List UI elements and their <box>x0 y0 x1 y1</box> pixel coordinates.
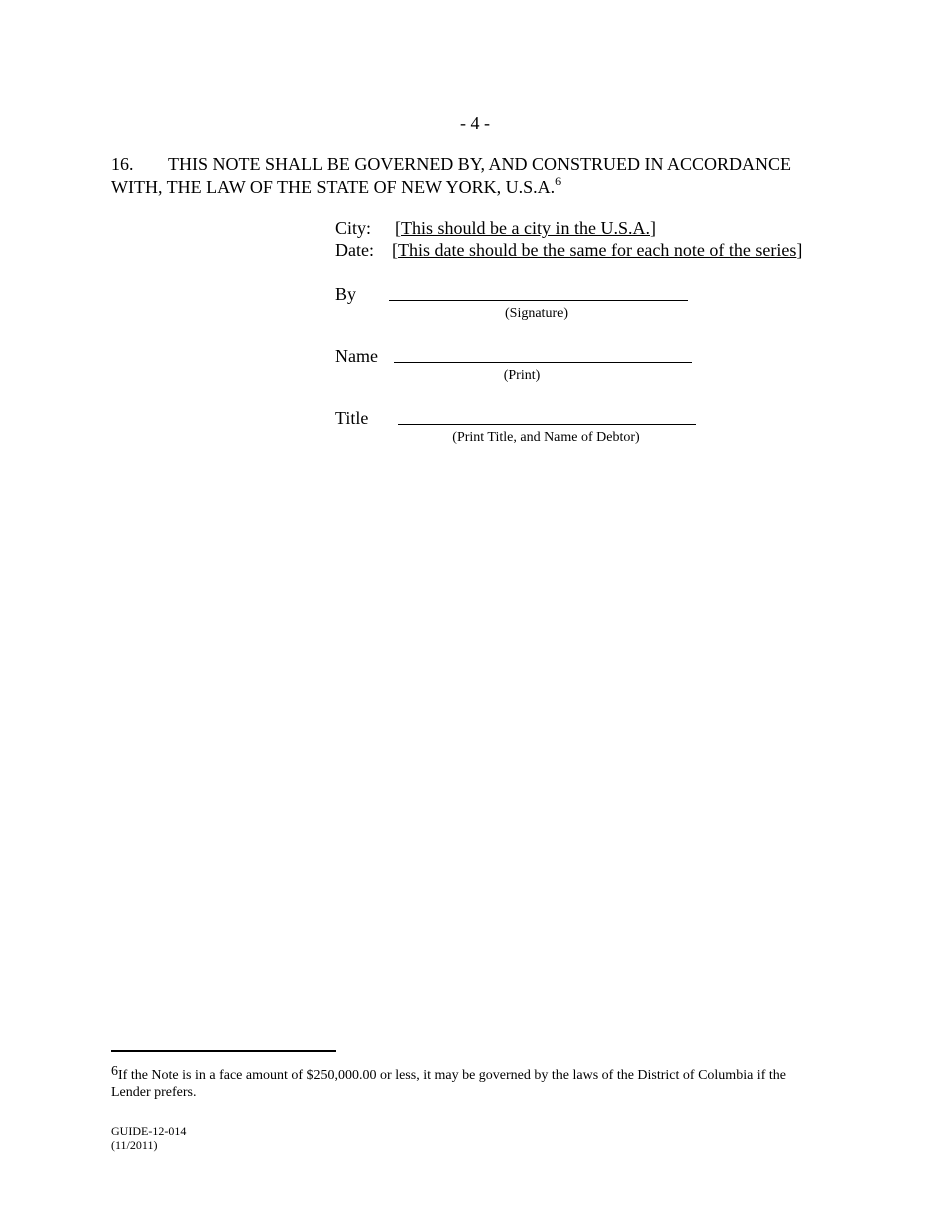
name-caption: (Print) <box>503 368 541 383</box>
footnote <box>111 1063 811 1101</box>
date-value <box>392 240 802 261</box>
name-label: Name <box>335 346 378 366</box>
clause-line-1 <box>111 153 791 176</box>
clause-number: 16. <box>111 154 134 174</box>
city-close-bracket: ] <box>649 218 656 238</box>
title-caption: (Print Title, and Name of Debtor) <box>452 430 640 445</box>
city-label: City: <box>335 218 372 238</box>
governing-law-clause <box>111 153 791 199</box>
footnote-separator <box>111 1050 336 1052</box>
name-line[interactable] <box>394 362 692 363</box>
city-value <box>395 218 656 239</box>
clause-text-line-2: WITH, THE LAW OF THE STATE OF NEW YORK, U.S.A. <box>111 177 556 197</box>
signature-caption: (Signature) <box>505 306 568 321</box>
date-label: Date: <box>335 240 374 260</box>
clause-line-2 <box>111 176 791 199</box>
document-revision: (11/2011) <box>111 1138 158 1152</box>
footnote-mark: 6 <box>111 1064 118 1079</box>
city-placeholder: This should be a city in the U.S.A. <box>401 218 650 238</box>
clause-text-line-1: THIS NOTE SHALL BE GOVERNED BY, AND CONSTRUED IN ACCORDANCE <box>168 154 792 174</box>
footnote-reference: 6 <box>555 174 562 188</box>
signature-line[interactable] <box>389 300 688 301</box>
title-line[interactable] <box>398 424 696 425</box>
date-placeholder: This date should be the same for each note of the series <box>398 240 797 260</box>
footnote-text: If the Note is in a face amount of $250,000.00 or less, it may be governed by the laws of the District of Columbia if the Lender prefers. <box>111 1068 786 1100</box>
document-id: GUIDE-12-014 <box>111 1124 187 1138</box>
title-label: Title <box>335 408 369 428</box>
date-open-bracket: [ <box>392 240 398 260</box>
document-code <box>111 1124 186 1152</box>
date-close-bracket: ] <box>796 240 803 260</box>
by-label: By <box>335 284 357 304</box>
city-open-bracket: [ <box>395 218 401 238</box>
page-number: - 4 - <box>460 113 490 133</box>
